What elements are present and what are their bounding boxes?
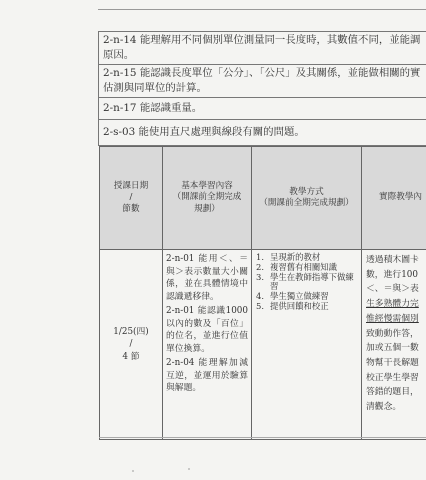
teaching-plan-table: [99, 146, 426, 440]
cell-date-sessions: [100, 250, 163, 440]
header-line: 節數: [122, 203, 140, 214]
actual-line: 致動動作答，: [366, 328, 419, 339]
header-date-sessions: [100, 147, 163, 250]
outcome-item: [99, 98, 426, 120]
actual-line: 物幫干長解題: [366, 357, 419, 368]
method-text: 呈現新的教材: [270, 252, 321, 262]
actual-line: 答錯的題目，: [366, 387, 419, 398]
actual-line: 透過積木圖卡: [366, 255, 419, 265]
header-actual-content: [362, 147, 426, 250]
actual-line: 校正學生學習: [366, 372, 419, 383]
outcome-item: [99, 120, 426, 146]
actual-line: ＜、＝與＞表: [366, 284, 419, 295]
header-line: 實際教學內: [379, 192, 422, 203]
header-line: （開課前全期完成規劃）: [259, 198, 354, 208]
method-text: 學生在教師指導下做練習: [270, 271, 354, 292]
method-item: [256, 271, 358, 293]
outcome-row: [99, 32, 426, 65]
outcome-line: 原因。: [103, 49, 135, 61]
method-item: [256, 300, 358, 312]
method-number: 5.: [256, 300, 264, 311]
content-item: 2-n-01 能用＜、＝與＞表示數量大小關係，並在具體情境中認識遞移律。: [166, 254, 248, 302]
actual-line: 惟經慢需個別: [366, 313, 419, 324]
cell-basic-content: [163, 250, 252, 440]
header-line: 教學方式: [289, 186, 324, 197]
header-basic-content: [163, 147, 252, 250]
bottom-rule: [99, 437, 426, 438]
actual-line: 生多熟體力完: [366, 299, 419, 310]
outcome-line: 估測與同單位的計算。: [103, 82, 207, 94]
header-line: 規劃）: [194, 203, 220, 214]
outcome-item: [99, 32, 426, 65]
outcome-line: 2-n-15 能認識長度單位「公分」、「公尺」及其關係，並能做相關的實: [103, 67, 421, 79]
actual-line: 數，進行100: [366, 269, 418, 280]
scan-speck: [188, 468, 190, 470]
method-list: [255, 253, 358, 312]
method-text: 學生獨立做練習: [270, 291, 329, 302]
content-item: 2-n-04 能理解加減互逆，並運用於驗算與解題。: [166, 358, 248, 393]
header-line: （開課前全期完成: [172, 192, 242, 203]
outcome-row: [99, 98, 426, 120]
method-number: 4.: [256, 291, 264, 302]
header-line: 基本學習內容: [181, 180, 233, 191]
method-number: 1.: [256, 252, 264, 262]
header-line: /: [129, 192, 133, 203]
top-rule: [98, 9, 426, 10]
method-text: 提供回饋和校正: [270, 300, 329, 311]
method-text: 複習舊有相關知識: [270, 261, 337, 272]
session-count: 4 節: [122, 351, 140, 362]
outcome-row: [99, 120, 426, 146]
outcome-item: [99, 65, 426, 98]
table-header-row: [100, 147, 426, 250]
actual-line: 清觀念。: [366, 402, 402, 413]
cell-teaching-method: [252, 250, 362, 440]
outcome-line: 2-s-03 能使用直尺處理與線段有關的問題。: [103, 126, 305, 138]
date-separator: /: [129, 339, 133, 350]
outcome-row: [99, 65, 426, 98]
header-line: 授課日期: [113, 180, 149, 191]
outcome-line: 2-n-14 能理解用不同個別單位測量同一長度時，其數值不同，並能調: [103, 34, 421, 46]
table-row: [100, 250, 426, 440]
method-number: 3.: [256, 271, 264, 282]
header-teaching-method: [252, 147, 362, 250]
content-item: 2-n-01 能認識1000 以內的數及「百位」的位名，並進行位值單位換算。: [166, 306, 248, 354]
actual-line: 加或五個一數: [366, 343, 419, 354]
scan-speck: [132, 470, 134, 472]
method-number: 2.: [256, 261, 264, 272]
outcome-line: 2-n-17 能認識重量。: [103, 102, 203, 114]
session-date: 1/25(四): [113, 326, 149, 337]
learning-outcomes-list: [98, 31, 426, 146]
cell-actual-content: [362, 250, 426, 440]
